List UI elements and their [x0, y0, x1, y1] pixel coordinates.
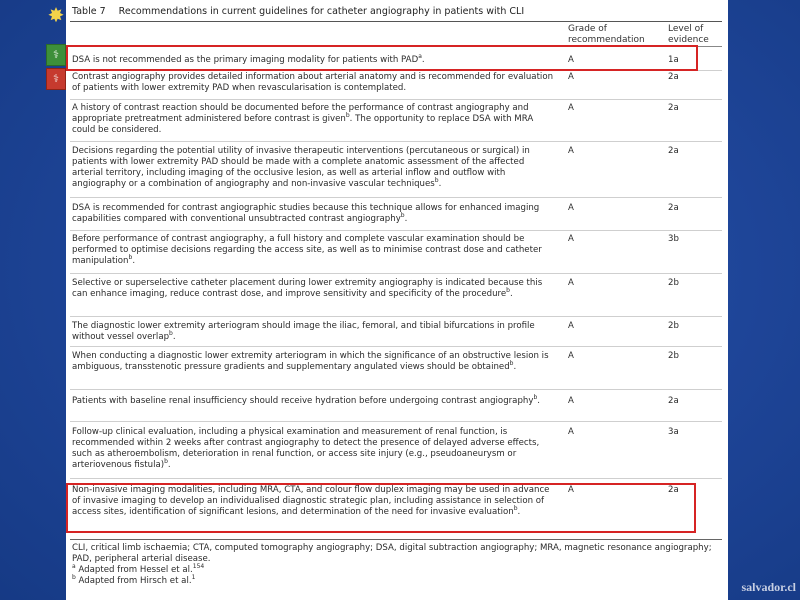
university-logo	[44, 6, 66, 88]
table-label: Table 7	[72, 6, 106, 17]
red-shield-icon: ⚕	[46, 68, 66, 90]
grade-value: A	[568, 55, 574, 65]
highlight-box-first-row	[66, 45, 698, 71]
table-title-text: Recommendations in current guidelines for catheter angiography in patients with CLI	[118, 6, 525, 17]
table-top-rule	[70, 21, 722, 22]
highlight-box-last-row	[66, 483, 696, 533]
level-value: 2a	[668, 72, 679, 82]
grade-value: A	[568, 351, 574, 361]
table-row: Non-invasive imaging modalities, including MRA, CTA, and colour flow duplex imaging may be used in advance of invasive imaging to develop an individualised diagnostic strategic plan, including assistance in selection of access sites, identification of significant lesions, and determination of the need for invasive evaluation$^b$. A 2a	[72, 485, 679, 517]
grade-value: A	[568, 485, 574, 495]
footnote-b: $^b$ Adapted from Hirsch et al.$^1$	[72, 574, 196, 586]
level-value: 2a	[668, 396, 679, 406]
column-header-level: Level of evidence	[668, 24, 709, 45]
grade-value: A	[568, 234, 574, 244]
level-value: 2a	[668, 203, 679, 213]
level-value: 2a	[668, 146, 679, 156]
column-header-grade: Grade of recommendation	[568, 24, 645, 45]
grade-value: A	[568, 203, 574, 213]
green-shield-icon: ⚕	[46, 44, 66, 66]
level-value: 2b	[668, 278, 679, 288]
level-value: 2a	[668, 485, 679, 495]
watermark-text: salvador.cl	[741, 580, 796, 594]
grade-value: A	[568, 278, 574, 288]
level-value: 1a	[668, 55, 679, 65]
abbreviations-note: CLI, critical limb ischaemia; CTA, computed tomography angiography; DSA, digital subtraction angiography; MRA, magnetic resonance angiography; PAD, peripheral arterial disease.	[72, 543, 712, 564]
table-footnotes	[72, 543, 722, 587]
grade-value: A	[568, 103, 574, 113]
level-value: 3b	[668, 234, 679, 244]
sun-icon: ✸	[47, 5, 65, 27]
table-title	[72, 6, 524, 17]
grade-value: A	[568, 427, 574, 437]
level-value: 2b	[668, 321, 679, 331]
footnote-a: $^a$ Adapted from Hessel et al.$^{154}$	[72, 563, 205, 575]
grade-value: A	[568, 72, 574, 82]
footer-rule	[70, 539, 722, 540]
grade-value: A	[568, 321, 574, 331]
table-document: Table 7 Recommendations in current guidelines for catheter angiography in patients with CLI Grade of recommendation Level of evidence DSA is not recommended as the primary imaging modality for patients with PAD$^a$. A 1a Contrast angiography provides detailed information about arterial anatomy and is recommended for evaluation of patients with lower extremity PAD when revascularisation is contemplated. A 2a A history of contrast reaction should be documented before the performance of contrast angiography and appropriate pretreatment administered before contrast is given$^b$. The opportunity to replace DSA with MRA could be considered. A 2a Decisions regarding the potential utility of invasive therapeutic interventions (percutaneous or surgical) in patients with lower extremity PAD should be made with a complete anatomic assessment of the affected arterial territory, including imaging of the occlusive lesion, as well as arterial inflow and outflow with angiography or a combination of angiography and non-invasive vascular techniques$^b$. A 2a DSA is recommended for contrast angiographic studies because this technique allows for enhanced imaging capabilities compared with conventional unsubtracted contrast angiography$^b$. A 2a Before performance of contrast angiography, a full history and complete vascular examination should be performed to optimise decisions regarding the access site, as well as to minimise contrast dose and catheter manipulation$^b$. A 3b Selective or superselective catheter placement during lower extremity angiography is indicated because this can enhance imaging, reduce contrast dose, and improve sensitivity and specificity of the procedure$^b$. A 2b The diagnostic lower extremity arteriogram should image the iliac, femoral, and tibial bifurcations in profile without vessel overlap$^b$. A 2b When conducting a diagnostic lower extremity arteriogram in which the significance of an obstructive lesion is ambiguous, transstenotic pressure gradients and supplementary angulated views should be obtained$^b$. A 2b Patients with baseline renal insufficiency should receive hydration before undergoing contrast angiography$^b$. A 2a Follow-up clinical evaluation, including a physical examination and measurement of renal function, is recommended within 2 weeks after contrast angiography to detect the presence of delayed adverse effects, such as atheroembolism, deterioration in renal function, or access site injury (e.g., pseudoaneurysm or arteriovenous fistula)$^b$. A 3a Non-invasive imaging modalities, including MRA, CTA, and colour flow duplex imaging may be used in advance of invasive imaging to develop an individualised diagnostic strategic plan, including assistance in selection of access sites, identification of significant lesions, and determination of the need for invasive evaluation$^b$. A 2a CLI, critical limb ischaemia; CTA, computed tomography angiography; DSA, digital subtraction angiography; MRA, magnetic resonance angiography; PAD, peripheral arterial disease. $^a$ Adapted from Hessel et al.$^{154}$ $^b$ Adapted from Hirsch et al.$^1$	[66, 0, 728, 600]
grade-value: A	[568, 146, 574, 156]
level-value: 3a	[668, 427, 679, 437]
level-value: 2b	[668, 351, 679, 361]
level-value: 2a	[668, 103, 679, 113]
grade-value: A	[568, 396, 574, 406]
